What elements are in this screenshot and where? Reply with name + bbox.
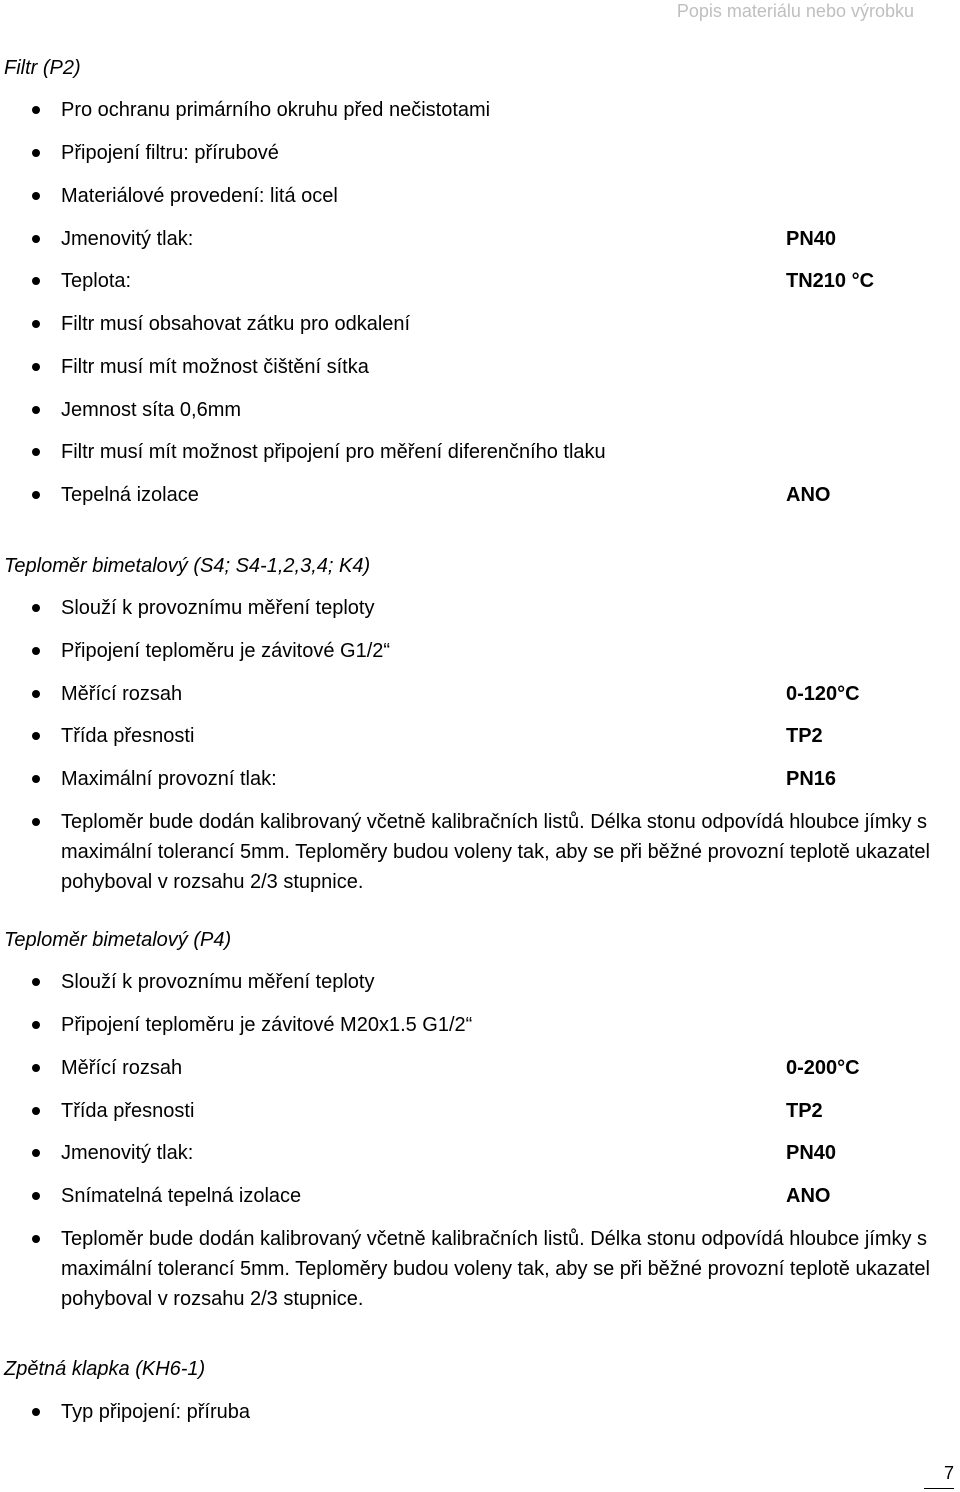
item-value: TN210 °C <box>786 270 875 292</box>
page-number: 7 <box>943 1463 954 1483</box>
bullet-icon <box>32 106 40 114</box>
item-label: Filtr musí obsahovat zátku pro odkalení <box>61 313 411 335</box>
item-label: Teplota: <box>61 270 132 292</box>
item-label: Slouží k provoznímu měření teploty <box>61 597 375 619</box>
item-label: Tepelná izolace <box>61 484 199 506</box>
section-title-zpetna-klapka: Zpětná klapka (KH6-1) <box>4 1358 206 1380</box>
item-label: Slouží k provoznímu měření teploty <box>61 971 375 993</box>
item-label: Třída přesnosti <box>61 1100 195 1122</box>
bullet-icon <box>32 149 40 157</box>
item-paragraph: Teploměr bude dodán kalibrovaný včetně kalibračních listů. Délka stonu odpovídá hloubce jímky s maximální tolerancí 5mm. Teploměry budou voleny tak, aby se při běžné provozní teplotě ukazatel pohyboval v rozsahu 2/3 stupnice. <box>61 811 930 893</box>
bullet-icon <box>32 1149 40 1157</box>
item-label: Snímatelná tepelná izolace <box>61 1185 302 1207</box>
item-value: 0-200°C <box>786 1057 860 1079</box>
page-header-title: Popis materiálu nebo výrobku <box>676 1 914 21</box>
item-value: TP2 <box>786 725 823 747</box>
bullet-icon <box>32 978 40 986</box>
item-label: Jmenovitý tlak: <box>61 1142 194 1164</box>
item-label: Materiálové provedení: litá ocel <box>61 185 338 207</box>
item-label: Jmenovitý tlak: <box>61 228 194 250</box>
item-value: PN40 <box>786 1142 837 1164</box>
item-value: PN40 <box>786 228 837 250</box>
item-label: Filtr musí mít možnost připojení pro měření diferenčního tlaku <box>61 441 606 463</box>
section-title-teplomer-s4: Teploměr bimetalový (S4; S4-1,2,3,4; K4) <box>4 555 371 577</box>
item-value: ANO <box>786 1185 831 1207</box>
item-label: Typ připojení: příruba <box>61 1401 250 1423</box>
item-value: ANO <box>786 484 831 506</box>
bullet-icon <box>32 406 40 414</box>
item-label: Jemnost síta 0,6mm <box>61 399 242 421</box>
bullet-icon <box>32 690 40 698</box>
footer-divider <box>924 1488 954 1489</box>
bullet-icon <box>32 818 40 826</box>
bullet-icon <box>32 448 40 456</box>
bullet-icon <box>32 235 40 243</box>
item-label: Třída přesnosti <box>61 725 195 747</box>
item-label: Filtr musí mít možnost čištění sítka <box>61 356 369 378</box>
item-label: Připojení teploměru je závitové G1/2“ <box>61 640 391 662</box>
bullet-icon <box>32 491 40 499</box>
item-label: Měřící rozsah <box>61 683 183 705</box>
bullet-icon <box>32 1107 40 1115</box>
item-value: TP2 <box>786 1100 823 1122</box>
bullet-icon <box>32 604 40 612</box>
item-value: 0-120°C <box>786 683 860 705</box>
bullet-icon <box>32 1021 40 1029</box>
bullet-icon <box>32 277 40 285</box>
item-label: Připojení filtru: přírubové <box>61 142 279 164</box>
item-label: Připojení teploměru je závitové M20x1.5 G1/2“ <box>61 1014 473 1036</box>
bullet-icon <box>32 1235 40 1243</box>
bullet-icon <box>32 775 40 783</box>
bullet-icon <box>32 647 40 655</box>
bullet-icon <box>32 320 40 328</box>
section-title-teplomer-p4: Teploměr bimetalový (P4) <box>4 929 232 951</box>
bullet-icon <box>32 1408 40 1416</box>
bullet-icon <box>32 363 40 371</box>
section-title-filtr: Filtr (P2) <box>4 57 81 79</box>
bullet-icon <box>32 732 40 740</box>
item-label: Maximální provozní tlak: <box>61 768 277 790</box>
bullet-icon <box>32 1192 40 1200</box>
item-label: Pro ochranu primárního okruhu před nečistotami <box>61 99 491 121</box>
item-label: Měřící rozsah <box>61 1057 183 1079</box>
bullet-icon <box>32 192 40 200</box>
bullet-icon <box>32 1064 40 1072</box>
item-value: PN16 <box>786 768 837 790</box>
item-paragraph: Teploměr bude dodán kalibrovaný včetně kalibračních listů. Délka stonu odpovídá hloubce jímky s maximální tolerancí 5mm. Teploměry budou voleny tak, aby se při běžné provozní teplotě ukazatel pohyboval v rozsahu 2/3 stupnice. <box>61 1228 930 1310</box>
